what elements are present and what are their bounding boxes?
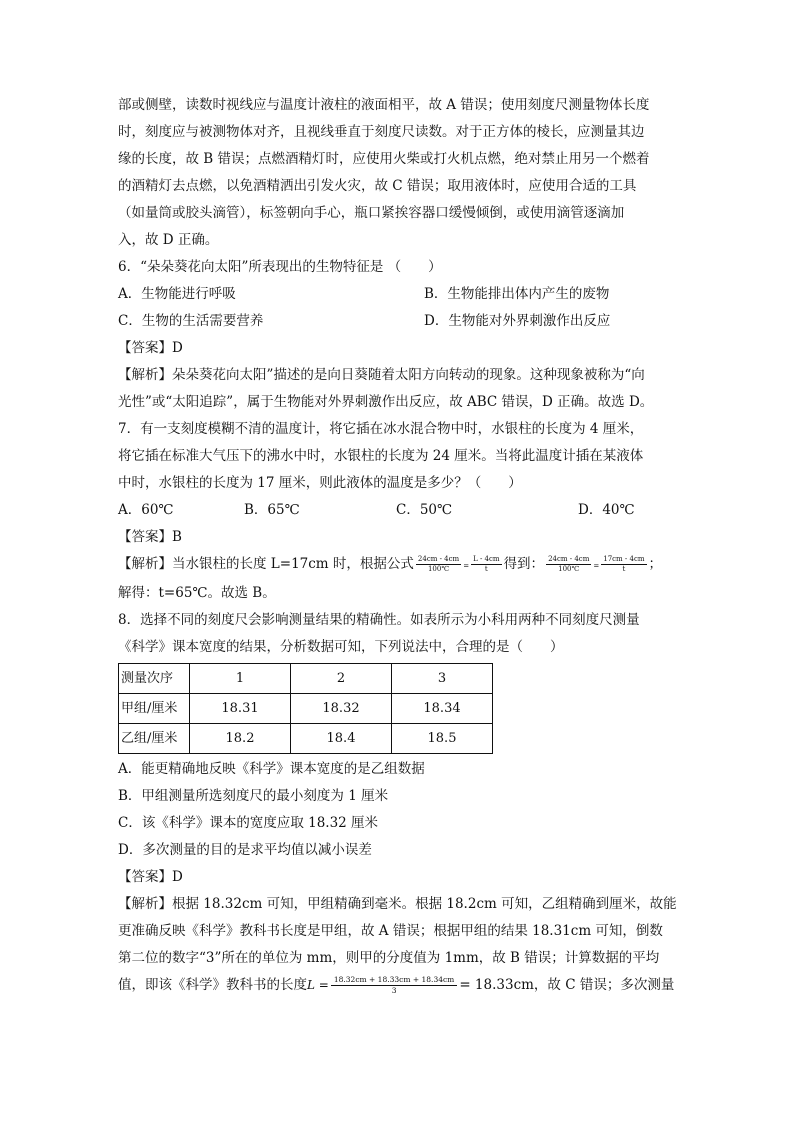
- text-line: 的酒精灯去点燃，以免酒精洒出引发火灾，故 C 错误；取用液体时，应使用合适的工具: [118, 178, 637, 194]
- text-line: 部或侧壁，读数时视线应与温度计液柱的液面相平，故 A 错误；使用刻度尺测量物体长度: [118, 97, 650, 113]
- text-line: 入，故 D 正确。: [118, 232, 219, 248]
- analysis-text: 得到：: [503, 556, 545, 572]
- fraction: [331, 975, 457, 996]
- table-cell: 3: [392, 664, 493, 694]
- analysis-line: 【解析】根据 18.32cm 可知，甲组精确到毫米。根据 18.2cm 可知，乙组精确到厘米，故能: [118, 896, 677, 912]
- option-b: B．甲组测量所选刻度尺的最小刻度为 1 厘米: [118, 788, 389, 804]
- table-cell: 测量次序: [119, 664, 190, 694]
- text-line: 缘的长度，故 B 错误；点燃酒精灯时，应使用火柴或打火机点燃，绝对禁止用另一个燃着: [118, 151, 650, 167]
- option-c: C．该《科学》课本的宽度应取 18.32 厘米: [118, 815, 379, 831]
- analysis-line: [118, 551, 678, 580]
- fraction-denominator: 100℃: [558, 565, 580, 573]
- table-row: [119, 694, 493, 724]
- table-cell: 2: [291, 664, 392, 694]
- fraction: [471, 555, 501, 574]
- option-b: B．生物能排出体内产生的废物: [424, 286, 610, 302]
- fraction: [601, 555, 646, 574]
- fraction-numerator: L - 4cm: [473, 555, 500, 563]
- fraction-numerator: 24cm - 4cm: [417, 555, 460, 563]
- table-cell: 18.32: [291, 694, 392, 724]
- analysis-line: 第二位的数字“3”所在的单位为 mm，则甲的分度值为 1mm，故 B 错误；计算数据的平均: [118, 950, 660, 966]
- option-a: A．生物能进行呼吸: [118, 286, 236, 302]
- analysis-text: 值，即该《科学》教科书的长度: [118, 977, 307, 993]
- option-c: C．50℃: [396, 502, 453, 518]
- option-d: D．40℃: [578, 502, 635, 518]
- option-a: A．能更精确地反映《科学》课本宽度的是乙组数据: [118, 761, 425, 777]
- answer: 【答案】D: [118, 340, 183, 356]
- formula-variable: L =: [307, 978, 329, 992]
- question-stem: 8．选择不同的刻度尺会影响测量结果的精确性。如表所示为小科用两种不同刻度尺测量: [118, 612, 640, 628]
- table-cell: 乙组/厘米: [119, 724, 190, 754]
- option-d: D．多次测量的目的是求平均值以减小误差: [118, 842, 372, 858]
- intro-paragraph: [118, 92, 678, 254]
- measurement-table: [118, 663, 493, 754]
- question-stem: 6．“朵朵葵花向太阳”所表现出的生物特征是 （ ）: [118, 259, 442, 275]
- fraction-denominator: t: [622, 565, 626, 573]
- table-cell: 甲组/厘米: [119, 694, 190, 724]
- question-stem: 《科学》课本宽度的结果，分析数据可知，下列说法中，合理的是（ ）: [118, 639, 564, 655]
- options-row: [118, 308, 678, 335]
- fraction-numerator: 18.32cm + 18.33cm + 18.34cm: [331, 975, 457, 986]
- table-cell: 18.2: [190, 724, 291, 754]
- analysis-text: ；: [648, 556, 663, 572]
- table-cell: 18.31: [190, 694, 291, 724]
- options-row: [118, 281, 678, 308]
- table-cell: 18.34: [392, 694, 493, 724]
- document-page: [118, 92, 678, 999]
- analysis-line: 光性”或“太阳追踪”，属于生物能对外界刺激作出反应，故 ABC 错误，D 正确。故选 D。: [118, 394, 654, 410]
- question-8: [118, 607, 678, 999]
- analysis-text: = 18.33cm，故 C 错误；多次测量: [459, 977, 675, 993]
- question-stem: 中时，水银柱的长度为 17 厘米，则此液体的温度是多少？（ ）: [118, 475, 522, 491]
- analysis-text: 【解析】当水银柱的长度 L=17cm 时，根据公式: [118, 556, 414, 572]
- question-7: [118, 416, 678, 607]
- table-cell: 18.4: [291, 724, 392, 754]
- option-c: C．生物的生活需要营养: [118, 313, 264, 329]
- table-cell: 1: [190, 664, 291, 694]
- equals-sign: =: [593, 562, 600, 570]
- option-a: A．60℃: [118, 502, 174, 518]
- answer: 【答案】B: [118, 529, 182, 545]
- text-line: （如量筒或胶头滴管），标签朝向手心，瓶口紧挨容器口缓慢倾倒，或使用滴管逐滴加: [118, 205, 625, 221]
- table-cell: 18.5: [392, 724, 493, 754]
- analysis-line: 更准确反映《科学》教科书长度是甲组，故 A 错误；根据甲组的结果 18.31cm 可知，倒数: [118, 923, 663, 939]
- table-row: [119, 724, 493, 754]
- fraction-denominator: 100℃: [427, 565, 450, 573]
- question-stem: 将它插在标准大气压下的沸水中时，水银柱的长度为 24 厘米。当将此温度计插在某液体: [118, 448, 644, 464]
- fraction-denominator: t: [484, 565, 488, 573]
- analysis-line: 解得：t=65℃。故选 B。: [118, 585, 276, 601]
- fraction-numerator: 24cm - 4cm: [548, 555, 590, 563]
- fraction-denominator: 3: [391, 986, 397, 995]
- text-line: 时，刻度应与被测物体对齐，且视线垂直于刻度尺读数。对于正方体的棱长，应测量其边: [118, 124, 645, 140]
- fraction-numerator: 17cm - 4cm: [603, 555, 645, 563]
- question-6: [118, 254, 678, 416]
- analysis-line: [118, 972, 678, 999]
- question-stem: 7．有一支刻度模糊不清的温度计，将它插在冰水混合物中时，水银柱的长度为 4 厘米，: [118, 421, 644, 437]
- equals-sign: =: [463, 562, 470, 570]
- option-b: B．65℃: [244, 502, 300, 518]
- fraction: [416, 555, 461, 574]
- option-d: D．生物能对外界刺激作出反应: [424, 313, 611, 329]
- analysis-line: 【解析】朵朵葵花向太阳”描述的是向日葵随着太阳方向转动的现象。这种现象被称为“向: [118, 367, 645, 383]
- options-row: [118, 497, 678, 524]
- fraction: [546, 555, 591, 574]
- table-header-row: [119, 664, 493, 694]
- answer: 【答案】D: [118, 869, 183, 885]
